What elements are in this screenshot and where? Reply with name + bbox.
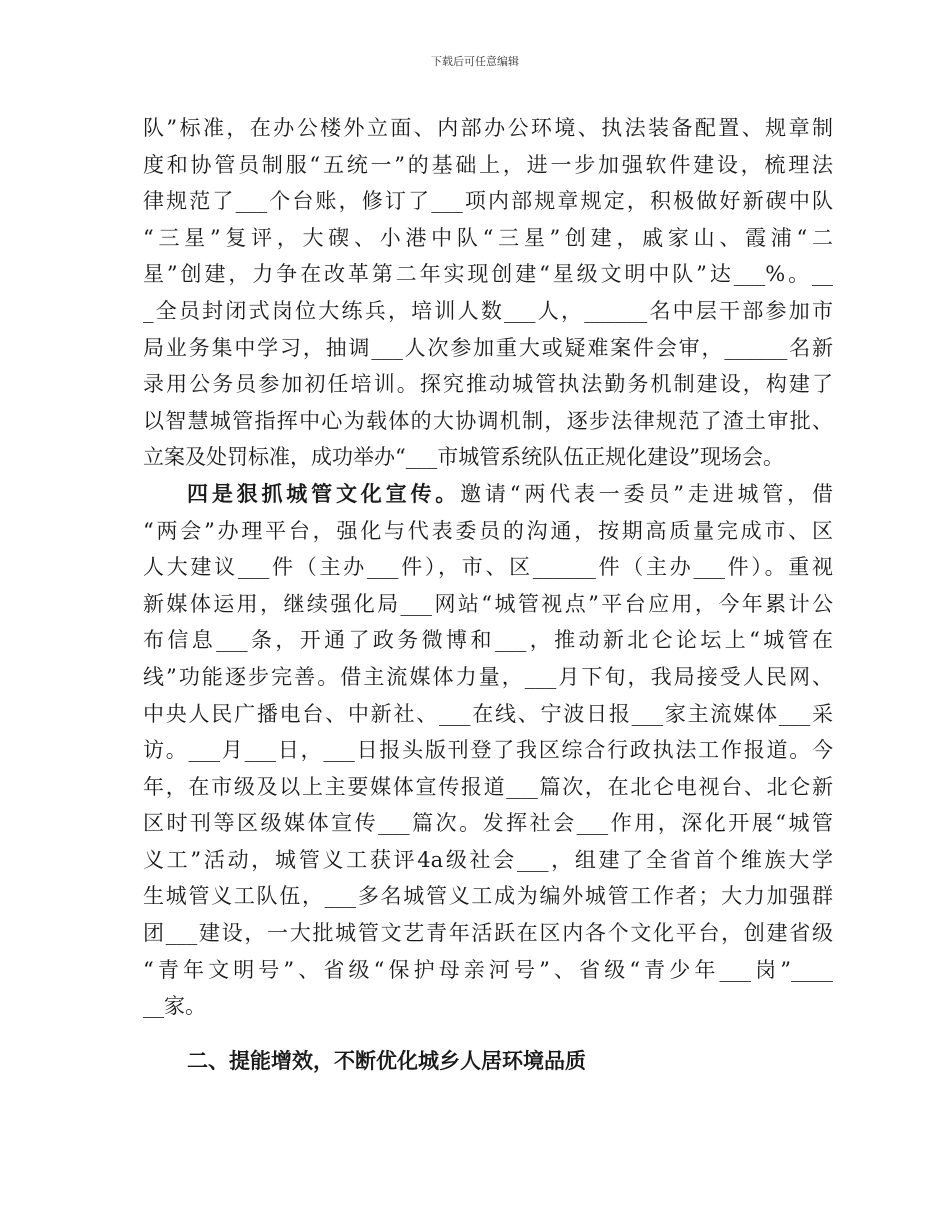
text-line: _全员封闭式岗位大练兵，培训人数___人，______名中层干部参加市 [143, 298, 833, 323]
text-line: 线”功能逐步完善。借主流媒体力量，___月下旬，我局接受人民网、 [143, 664, 833, 689]
page-header: 下载后可任意编辑 [431, 55, 519, 68]
text-line: 立案及处罚标准，成功举办“___市城管系统队伍正规化建设”现场会。 [143, 445, 784, 470]
text-line: 团___建设，一大批城管文艺青年活跃在区内各个文化平台，创建省级 [143, 921, 833, 946]
text-line: 星”创建，力争在改革第二年实现创建“星级文明中队”达___%。__ [143, 262, 833, 287]
text-line: 队”标准，在办公楼外立面、内部办公环境、执法装备配置、规章制 [143, 116, 833, 140]
section-heading: 二、提能增效，不断优化城乡人居环境品质 [187, 1047, 586, 1073]
text-line: “两会”办理平台，强化与代表委员的沟通，按期高质量完成市、区 [143, 518, 833, 543]
text-line: 律规范了___个台账，修订了___项内部规章规定，积极做好新碶中队 [143, 189, 833, 214]
text-line: 新媒体运用，继续强化局___网站“城管视点”平台应用，今年累计公 [143, 591, 833, 616]
document-body [143, 110, 833, 1079]
text-line: 义工”活动，城管义工获评4a级社会___，组建了全省首个维族大学 [143, 847, 833, 872]
text-line: 生城管义工队伍，___多名城管义工成为编外城管工作者；大力加强群 [143, 884, 833, 909]
text-line: 区时刊等区级媒体宣传___篇次。发挥社会___作用，深化开展“城管 [143, 811, 833, 836]
text-line: 中央人民广播电台、中新社、___在线、宁波日报___家主流媒体___采 [143, 701, 833, 726]
spacer [143, 1025, 833, 1043]
paragraph-1 [143, 110, 833, 476]
text-line: 度和协管员制服“五统一”的基础上，进一步加强软件建设，梳理法 [143, 152, 833, 177]
text-line: 录用公务员参加初任培训。探究推动城管执法勤务机制建设，构建了 [143, 372, 833, 397]
first-line-rest: 邀请“两代表一委员”走进城管，借 [460, 481, 833, 506]
text-line: 以智慧城管指挥中心为载体的大协调机制，逐步法律规范了渣土审批、 [143, 408, 833, 433]
text-line: 访。___月___日，___日报头版刊登了我区综合行政执法工作报道。今 [143, 738, 833, 763]
text-line: 人大建议___件（主办___件），市、区______件（主办___件）。重视 [143, 555, 833, 580]
paragraph-2 [143, 476, 833, 1025]
text-line: “青年文明号”、省级“保护母亲河号”、省级“青少年___岗”____ [143, 957, 833, 982]
text-line: 局业务集中学习，抽调___人次参加重大或疑难案件会审，______名新 [143, 335, 833, 360]
paragraph-lead: 四是狠抓城管文化宣传。 [187, 480, 461, 506]
text-line: 年，在市级及以上主要媒体宣传报道___篇次，在北仑电视台、北仑新 [143, 774, 833, 799]
text-line-first [143, 476, 833, 513]
text-line: 布信息___条，开通了政务微博和___，推动新北仑论坛上“城管在 [143, 628, 833, 653]
text-line: “三星”复评，大碶、小港中队“三星”创建，戚家山、霞浦“二 [143, 225, 833, 250]
text-line: __家。 [143, 994, 206, 1019]
